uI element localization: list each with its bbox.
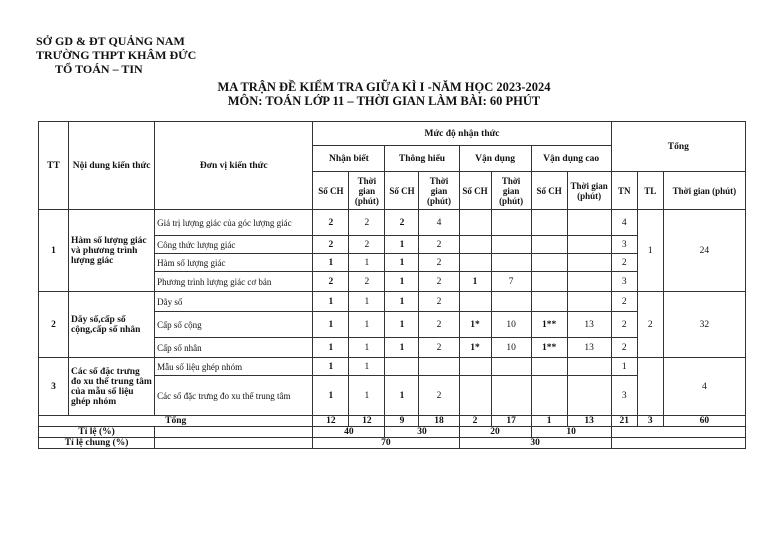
cell-count: 1 [385, 236, 419, 254]
blank-cell [611, 438, 745, 449]
cell-count [531, 210, 567, 236]
cell-count [531, 272, 567, 292]
cell-count [531, 358, 567, 376]
cell-time [567, 292, 611, 312]
cell-time [491, 210, 531, 236]
topic-name: Dãy số,cấp số cộng,cấp số nhân [69, 292, 155, 358]
cell-time [419, 358, 459, 376]
unit-name: Công thức lượng giác [155, 236, 313, 254]
cell-tn: 2 [611, 338, 637, 358]
cell-time [491, 376, 531, 416]
cell-time [567, 254, 611, 272]
ratio-all-cell: 70 [313, 438, 459, 449]
cell-tn: 2 [611, 312, 637, 338]
cell-count: 1** [531, 338, 567, 358]
table-row [39, 358, 746, 376]
ratio-all-row [39, 438, 746, 449]
unit-name: Cấp số cộng [155, 312, 313, 338]
ratio-row [39, 427, 746, 438]
cell-count: 1 [385, 312, 419, 338]
cell-time: 1 [349, 376, 385, 416]
cell-time [491, 358, 531, 376]
cell-time: 1 [349, 254, 385, 272]
cell-time [567, 272, 611, 292]
total-tl: 3 [637, 416, 663, 427]
header-total-time: Thời gian (phút) [663, 172, 745, 210]
cell-time: 2 [349, 236, 385, 254]
cell-time [567, 376, 611, 416]
header-tt: TT [39, 122, 69, 210]
cell-count: 2 [313, 210, 349, 236]
cell-count: 1 [385, 272, 419, 292]
cell-time: 2 [419, 292, 459, 312]
cell-count [385, 358, 419, 376]
cell-time: 10 [491, 312, 531, 338]
cell-time: 2 [419, 376, 459, 416]
header-count: Số CH [385, 172, 419, 210]
header-tn: TN [611, 172, 637, 210]
cell-time: 2 [419, 236, 459, 254]
header-level-advanced: Vận dụng cao [531, 146, 611, 172]
cell-time: 2 [349, 210, 385, 236]
unit-name: Giá trị lượng giác của góc lượng giác [155, 210, 313, 236]
cell-tn: 4 [611, 210, 637, 236]
cell-time: 2 [349, 272, 385, 292]
cell-count: 1 [313, 376, 349, 416]
header-count: Số CH [313, 172, 349, 210]
cell-tn: 3 [611, 376, 637, 416]
cell-tn: 2 [611, 292, 637, 312]
cell-count [459, 254, 491, 272]
ratio-cell: 10 [531, 427, 611, 438]
header-cognitive-level: Mức độ nhận thức [313, 122, 611, 146]
cell-time: 1 [349, 358, 385, 376]
cell-tn: 3 [611, 236, 637, 254]
header-count: Số CH [459, 172, 491, 210]
header-time: Thời gian (phút) [419, 172, 459, 210]
cell-count: 2 [313, 272, 349, 292]
cell-count [459, 292, 491, 312]
ratio-cell: 30 [385, 427, 459, 438]
total-cell: 1 [531, 416, 567, 427]
header-time: Thời gian (phút) [349, 172, 385, 210]
cell-count: 1 [385, 376, 419, 416]
cell-count [531, 254, 567, 272]
cell-count: 1 [313, 254, 349, 272]
total-cell: 17 [491, 416, 531, 427]
header-unit: Đơn vị kiến thức [155, 122, 313, 210]
cell-time: 2 [419, 312, 459, 338]
cell-count: 1 [313, 292, 349, 312]
header-level-recognize: Nhận biết [313, 146, 385, 172]
header-time: Thời gian (phút) [491, 172, 531, 210]
table-row [39, 210, 746, 236]
unit-name: Hàm số lượng giác [155, 254, 313, 272]
topic-number: 2 [39, 292, 69, 358]
cell-count: 1 [313, 312, 349, 338]
cell-tn: 3 [611, 272, 637, 292]
unit-name: Các số đặc trưng đo xu thế trung tâm [155, 376, 313, 416]
dept-name: SỞ GD & ĐT QUẢNG NAM [36, 34, 185, 48]
cell-count: 1 [385, 254, 419, 272]
header-content: Nội dung kiến thức [69, 122, 155, 210]
cell-count: 1* [459, 312, 491, 338]
cell-time [491, 292, 531, 312]
total-cell: 2 [459, 416, 491, 427]
blank-cell [155, 427, 313, 438]
cell-count [459, 236, 491, 254]
cell-count: 1 [459, 272, 491, 292]
cell-count [531, 236, 567, 254]
total-row [39, 416, 746, 427]
total-cell: 9 [385, 416, 419, 427]
header-tl: TL [637, 172, 663, 210]
cell-count [531, 376, 567, 416]
ratio-cell: 20 [459, 427, 531, 438]
cell-count: 1 [313, 338, 349, 358]
header-level-understand: Thông hiểu [385, 146, 459, 172]
total-label: Tổng [39, 416, 313, 427]
cell-time [567, 210, 611, 236]
cell-time [567, 358, 611, 376]
cell-tl: 1 [637, 210, 663, 292]
cell-time: 10 [491, 338, 531, 358]
cell-count: 2 [385, 210, 419, 236]
unit-name: Phương trình lượng giác cơ bản [155, 272, 313, 292]
ratio-cell: 40 [313, 427, 385, 438]
cell-time [567, 236, 611, 254]
topic-number: 1 [39, 210, 69, 292]
blank-cell [611, 427, 745, 438]
cell-time: 1 [349, 338, 385, 358]
cell-time: 1 [349, 312, 385, 338]
total-cell: 18 [419, 416, 459, 427]
topic-name: Hàm số lượng giác và phương trình lượng giác [69, 210, 155, 292]
cell-time: 2 [419, 272, 459, 292]
cell-tn: 1 [611, 358, 637, 376]
cell-count [459, 358, 491, 376]
unit-name: Dãy số [155, 292, 313, 312]
cell-tl: 2 [637, 292, 663, 358]
school-name: TRƯỜNG THPT KHÂM ĐỨC [36, 48, 197, 62]
cell-count: 1* [459, 338, 491, 358]
document-title: MA TRẬN ĐỀ KIỂM TRA GIỮA KÌ I -NĂM HỌC 2023-2024 [217, 80, 551, 94]
cell-count: 1 [385, 292, 419, 312]
cell-time: 4 [419, 210, 459, 236]
cell-total-time: 24 [663, 210, 745, 292]
cell-time [491, 236, 531, 254]
document-subtitle: MÔN: TOÁN LỚP 11 – THỜI GIAN LÀM BÀI: 60 PHÚT [227, 94, 541, 108]
topic-number: 3 [39, 358, 69, 416]
group-name: TỔ TOÁN – TIN [55, 62, 143, 76]
cell-total-time: 32 [663, 292, 745, 358]
cell-time: 2 [419, 254, 459, 272]
cell-time: 1 [349, 292, 385, 312]
table-row [39, 292, 746, 312]
header-total: Tổng [611, 122, 745, 172]
total-time: 60 [663, 416, 745, 427]
cell-time: 13 [567, 312, 611, 338]
cell-count: 1 [385, 338, 419, 358]
total-cell: 12 [313, 416, 349, 427]
cell-count [459, 376, 491, 416]
cell-count: 2 [313, 236, 349, 254]
total-cell: 12 [349, 416, 385, 427]
blank-cell [155, 438, 313, 449]
total-cell: 13 [567, 416, 611, 427]
ratio-label: Tỉ lệ (%) [39, 427, 155, 438]
matrix-table [38, 121, 746, 449]
cell-time: 7 [491, 272, 531, 292]
cell-tn: 2 [611, 254, 637, 272]
header-time: Thời gian (phút) [567, 172, 611, 210]
cell-time: 2 [419, 338, 459, 358]
cell-time: 13 [567, 338, 611, 358]
cell-count [531, 292, 567, 312]
cell-count [459, 210, 491, 236]
topic-name: Các số đặc trưng đo xu thế trung tâm của mẫu số liệu ghép nhóm [69, 358, 155, 416]
header-count: Số CH [531, 172, 567, 210]
total-tn: 21 [611, 416, 637, 427]
cell-total-time: 4 [663, 358, 745, 416]
ratio-all-label: Tỉ lệ chung (%) [39, 438, 155, 449]
cell-tl [637, 358, 663, 416]
cell-count: 1** [531, 312, 567, 338]
unit-name: Mẫu số liệu ghép nhóm [155, 358, 313, 376]
cell-count: 1 [313, 358, 349, 376]
cell-time [491, 254, 531, 272]
ratio-all-cell: 30 [459, 438, 611, 449]
unit-name: Cấp số nhân [155, 338, 313, 358]
header-level-apply: Vận dụng [459, 146, 531, 172]
